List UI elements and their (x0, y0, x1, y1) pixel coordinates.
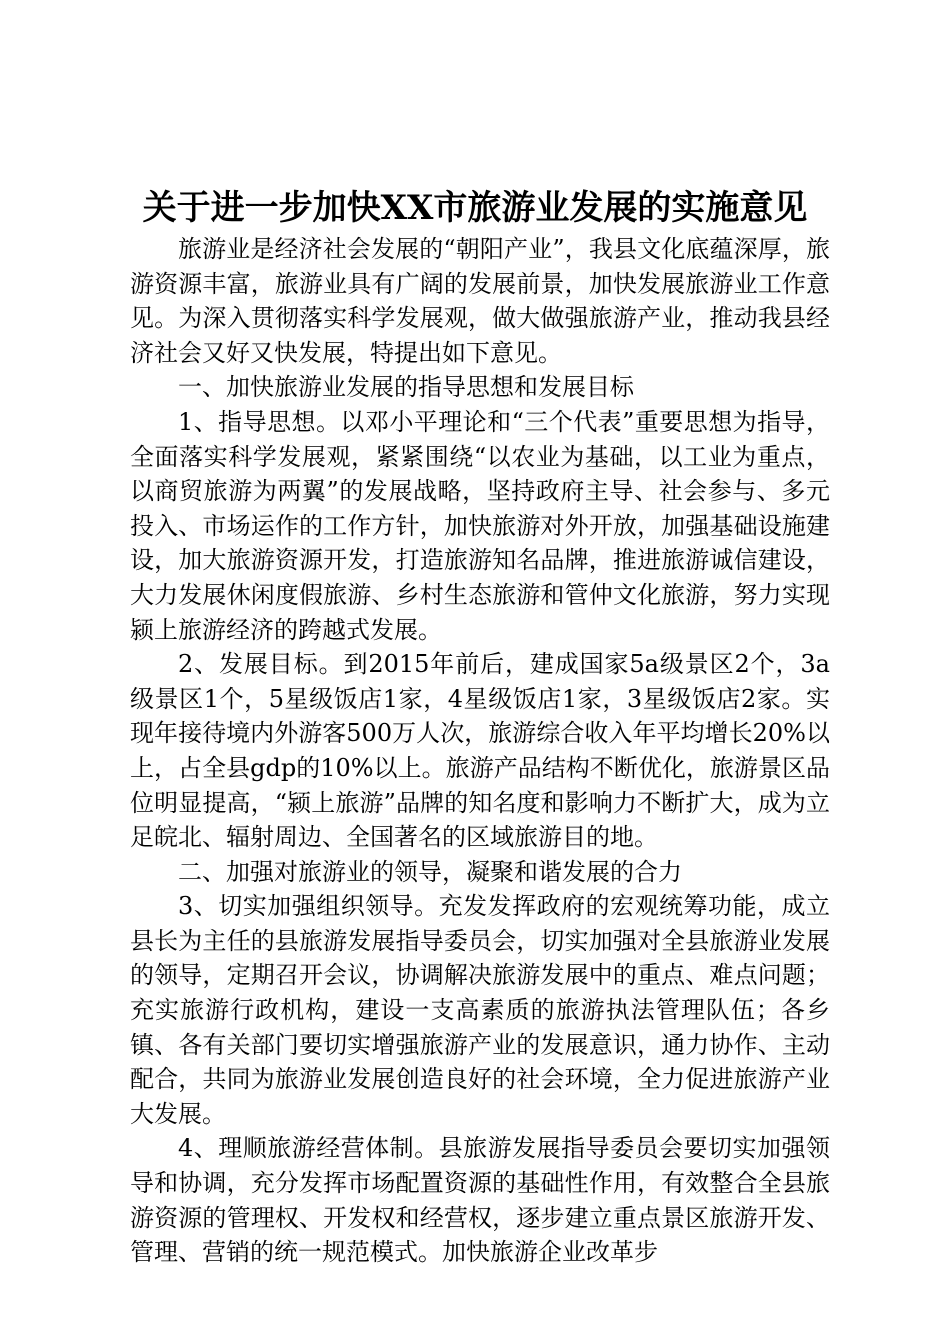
section-heading-2: 二、加强对旅游业的领导，凝聚和谐发展的合力 (178, 857, 682, 886)
paragraph-organization-leadership: 3、切实加强组织领导。充发发挥政府的宏观统筹功能，成立县长为主任的县旅游发展指导委员会，切实加强对全县旅游业发展的领导，定期召开会议，协调解决旅游发展中的重点、难点问题；充实旅游行政机构，建设一支高素质的旅游执法管理队伍；各乡镇、各有关部门要切实增强旅游产业的发展意识，通力协作、主动配合，共同为旅游业发展创造良好的社会环境，全力促进旅游产业大发展。 (130, 892, 830, 1128)
paragraph-management-system: 4、理顺旅游经营体制。县旅游发展指导委员会要切实加强领导和协调，充分发挥市场配置资源的基础性作用，有效整合全县旅游资源的管理权、开发权和经营权，逐步建立重点景区旅游开发、管理、营销的统一规范模式。加快旅游企业改革步 (130, 1134, 830, 1267)
section-heading-1: 一、加快旅游业发展的指导思想和发展目标 (178, 373, 634, 402)
paragraph-development-goals: 2、发展目标。到2015年前后，建成国家5a级景区2个，3a级景区1个，5星级饭店1家，4星级饭店1家，3星级饭店2家。实现年接待境内外游客500万人次，旅游综合收入年平均增长20%以上，占全县gdp的10%以上。旅游产品结构不断优化，旅游景区品位明显提高，“颍上旅游”品牌的知名度和影响力不断扩大，成为立足皖北、辐射周边、全国著名的区域旅游目的地。 (130, 650, 830, 852)
paragraph-intro: 旅游业是经济社会发展的“朝阳产业”，我县文化底蕴深厚，旅游资源丰富，旅游业具有广阔的发展前景，加快发展旅游业工作意见。为深入贯彻落实科学发展观，做大做强旅游产业，推动我县经济社会又好又快发展，特提出如下意见。 (130, 235, 830, 367)
document-title: 关于进一步加快XX市旅游业发展的实施意见 (142, 188, 808, 228)
paragraph-guiding-thought: 1、指导思想。以邓小平理论和“三个代表”重要思想为指导，全面落实科学发展观，紧紧围绕“以农业为基础，以工业为重点，以商贸旅游为两翼”的发展战略，坚持政府主导、社会参与、多元投入、市场运作的工作方针，加快旅游对外开放，加强基础设施建设，加大旅游资源开发，打造旅游知名品牌，推进旅游诚信建设，大力发展休闲度假旅游、乡村生态旅游和管仲文化旅游，努力实现颍上旅游经济的跨越式发展。 (130, 407, 830, 644)
document-body (130, 232, 830, 1270)
